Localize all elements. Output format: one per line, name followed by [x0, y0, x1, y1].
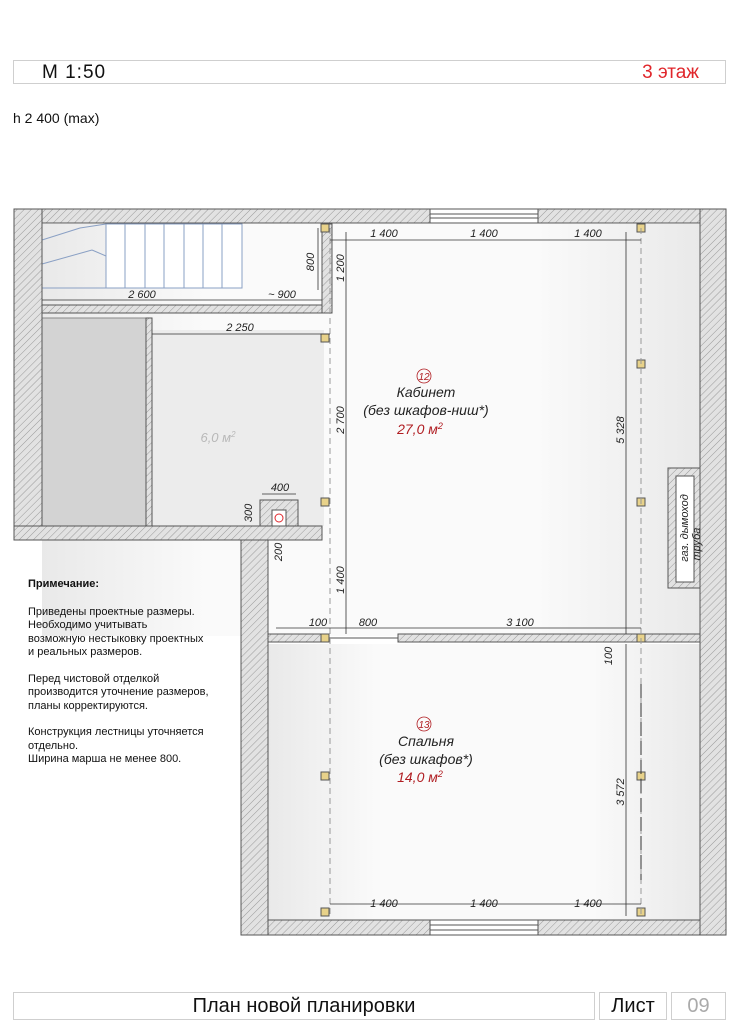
sheet-number: 09: [687, 995, 710, 1017]
chimney-label-2: труба: [691, 527, 703, 561]
plan-title: План новой планировки: [192, 995, 416, 1017]
sheet-label-box: [599, 992, 667, 1020]
notes-paragraph-1: Приведены проектные размеры. Необходимо учитывать возможную нестыковку проектных и реальных размеров.: [28, 605, 204, 658]
bedroom-number: 13: [418, 720, 430, 731]
bedroom-floor: [268, 644, 700, 920]
dim-door-c: 3 100: [506, 617, 534, 629]
dim-chimney-h: 300: [243, 503, 255, 523]
sheet-number-box: [671, 992, 726, 1020]
stair-void: [42, 318, 146, 526]
dim-wall-t: 100: [603, 646, 615, 666]
dim-top-b: 1 400: [470, 228, 498, 240]
office-note: (без шкафов-ниш*): [363, 402, 489, 418]
notes-title: Примечание:: [28, 578, 100, 590]
dim-door-a: 100: [308, 617, 328, 629]
sheet-label: Лист: [611, 995, 655, 1017]
dim-stair-gap: ~ 900: [268, 289, 296, 301]
dim-bot-c: 1 400: [574, 898, 602, 910]
dim-office-h2: 1 400: [335, 566, 347, 594]
floor-label: 3 этаж: [642, 62, 699, 83]
dim-top-a: 1 400: [370, 228, 398, 240]
title-block: [13, 992, 726, 1020]
ceiling-height: h 2 400 (max): [13, 110, 100, 126]
bedroom-note: (без шкафов*): [379, 751, 473, 767]
dim-stair-h: 800: [305, 252, 317, 272]
scale-label: М 1:50: [42, 62, 107, 83]
plan-title-box: [13, 992, 595, 1020]
dim-stair-v: 1 200: [335, 254, 347, 282]
dim-top-c: 1 400: [574, 228, 602, 240]
dim-office-h1: 2 700: [335, 406, 347, 434]
dim-door-b: 800: [358, 617, 378, 629]
dim-bot-b: 1 400: [470, 898, 498, 910]
bedroom-area: 14,0 $м^2$: [397, 769, 443, 785]
dim-chimney-w: 400: [270, 482, 290, 494]
office-name: Кабинет: [396, 384, 456, 400]
chimney-label-1: газ. дымоход: [679, 494, 691, 562]
bedroom-name: Спальня: [398, 733, 454, 749]
storage-floor: [152, 330, 324, 526]
notes-block: [28, 578, 242, 780]
office-area: 27,0 $м^2$: [397, 421, 443, 437]
chimney-shaft: [272, 510, 286, 526]
dim-bedroom-h: 3 572: [615, 778, 627, 806]
dim-stair-len: 2 600: [128, 289, 156, 301]
storage-area: 6,0 $м^2$: [200, 430, 236, 445]
office-number: 12: [418, 372, 430, 383]
notes-paragraph-3: Конструкция лестницы уточняется отдельно. Ширина марша не менее 800.: [28, 726, 204, 765]
dim-office-full: 5 328: [615, 416, 627, 444]
dim-storage-w: 2 250: [226, 322, 254, 334]
notes-paragraph-2: Перед чистовой отделкой производится уточнение размеров, планы корректируются.: [28, 672, 209, 712]
dim-bot-a: 1 400: [370, 898, 398, 910]
dim-chimney-off: 200: [273, 542, 285, 562]
